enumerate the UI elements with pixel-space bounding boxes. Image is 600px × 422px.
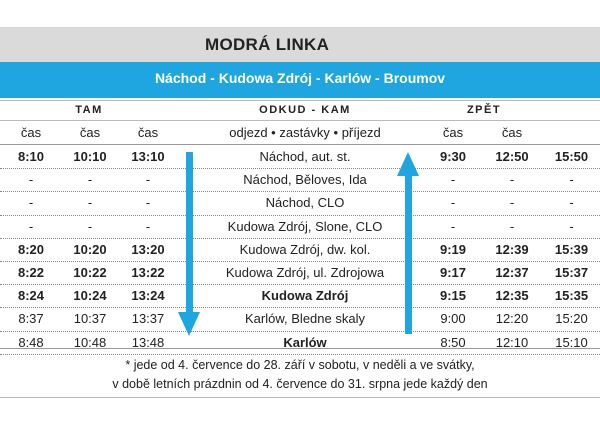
tam-time: - bbox=[145, 172, 151, 188]
zpet-time: - bbox=[569, 172, 574, 188]
table-row bbox=[0, 332, 600, 355]
tam-time: 10:24 bbox=[73, 288, 107, 304]
zpet-time: 15:50 bbox=[554, 149, 589, 164]
divider bbox=[0, 348, 600, 349]
zpet-time: 9:19 bbox=[439, 241, 467, 257]
zpet-time: - bbox=[450, 172, 456, 188]
zpet-time: 15:10 bbox=[555, 334, 588, 350]
tam-time: - bbox=[87, 172, 93, 188]
zpet-time: 12:50 bbox=[495, 149, 529, 164]
table-row bbox=[0, 192, 600, 215]
tam-time: 8:48 bbox=[18, 334, 44, 350]
header-odkud-kam: ODKUD - KAM bbox=[259, 104, 351, 116]
zpet-time: - bbox=[569, 195, 574, 211]
zpet-time: 15:37 bbox=[554, 265, 589, 280]
row-divider bbox=[0, 354, 600, 355]
arrow-up-icon bbox=[395, 152, 421, 338]
tam-time: 8:37 bbox=[18, 311, 44, 327]
zpet-time: 12:10 bbox=[495, 334, 529, 350]
subheader-row bbox=[0, 122, 600, 145]
stop-name: Kudowa Zdrój, ul. Zdrojowa bbox=[225, 265, 385, 280]
tam-time: 10:20 bbox=[73, 241, 107, 257]
table-row bbox=[0, 239, 600, 262]
tam-time: - bbox=[87, 195, 93, 211]
zpet-time: 15:39 bbox=[554, 241, 589, 257]
tam-time: - bbox=[87, 218, 93, 234]
route-label: Náchod - Kudowa Zdrój - Karlów - Broumov bbox=[154, 70, 446, 86]
tam-time: 13:22 bbox=[131, 265, 165, 280]
divider bbox=[0, 120, 600, 121]
tam-time: - bbox=[145, 218, 151, 234]
tam-time: 8:24 bbox=[17, 288, 45, 304]
tam-time: 13:48 bbox=[131, 334, 165, 350]
subheader-cas: čas bbox=[79, 125, 101, 140]
zpet-time: 8:50 bbox=[440, 334, 466, 350]
zpet-time: 12:37 bbox=[495, 265, 529, 280]
tam-time: 10:37 bbox=[73, 311, 107, 327]
tam-time: 13:24 bbox=[131, 288, 165, 304]
tam-time: - bbox=[28, 195, 34, 211]
table-row bbox=[0, 308, 600, 331]
subheader-cas: čas bbox=[137, 125, 159, 140]
table-row bbox=[0, 169, 600, 192]
zpet-time: - bbox=[569, 218, 574, 234]
subheader-cas: čas bbox=[501, 125, 523, 140]
divider bbox=[0, 100, 600, 101]
tam-time: - bbox=[28, 172, 34, 188]
table-row bbox=[0, 262, 600, 285]
subheader-cas: čas bbox=[20, 125, 42, 140]
divider bbox=[0, 144, 600, 145]
arrow-down-icon bbox=[176, 152, 202, 338]
stop-name: Náchod, Běloves, Ida bbox=[243, 172, 367, 188]
header-zpet: ZPĚT bbox=[466, 104, 502, 116]
stop-name: Karlów bbox=[283, 334, 327, 350]
header-tam: TAM bbox=[75, 104, 103, 116]
stop-name: Kudowa Zdrój, dw. kol. bbox=[239, 241, 371, 257]
tam-time: 13:20 bbox=[131, 241, 165, 257]
zpet-time: 12:39 bbox=[495, 241, 529, 257]
zpet-time: 9:17 bbox=[439, 265, 467, 280]
table-row bbox=[0, 216, 600, 239]
divider bbox=[0, 397, 600, 398]
page-title: MODRÁ LINKA bbox=[205, 35, 330, 54]
tam-time: 13:37 bbox=[131, 311, 165, 327]
stop-name: Karlów, Bledne skaly bbox=[245, 311, 365, 327]
zpet-time: - bbox=[509, 218, 515, 234]
tam-time: 8:22 bbox=[17, 265, 45, 280]
stop-name: Náchod, CLO bbox=[265, 195, 345, 211]
zpet-time: - bbox=[509, 172, 515, 188]
subheader-cas: čas bbox=[442, 125, 464, 140]
stop-name: Kudowa Zdrój bbox=[261, 288, 349, 304]
zpet-time: 9:15 bbox=[439, 288, 467, 304]
table-row bbox=[0, 285, 600, 308]
tam-time: 10:22 bbox=[73, 265, 107, 280]
tam-time: - bbox=[28, 218, 34, 234]
table-row bbox=[0, 146, 600, 169]
tam-time: 8:20 bbox=[17, 241, 45, 257]
zpet-time: - bbox=[509, 195, 515, 211]
zpet-time: - bbox=[450, 195, 456, 211]
zpet-time: 12:20 bbox=[495, 311, 529, 327]
footnote-line-1: * jede od 4. července do 28. září v sobotu, v neděli a ve svátky, bbox=[125, 358, 475, 372]
subheader-stops: odjezd • zastávky • příjezd bbox=[229, 125, 381, 140]
zpet-time: 15:35 bbox=[554, 288, 589, 304]
zpet-time: 9:30 bbox=[439, 149, 467, 164]
stop-name: Kudowa Zdrój, Slone, CLO bbox=[227, 218, 383, 234]
zpet-time: - bbox=[450, 218, 456, 234]
tam-time: 10:10 bbox=[73, 149, 107, 164]
stop-name: Náchod, aut. st. bbox=[259, 149, 351, 164]
zpet-time: 12:35 bbox=[495, 288, 529, 304]
footnote-line-2: v době letních prázdnin od 4. července do 31. srpna jede každý den bbox=[112, 377, 488, 391]
zpet-time: 9:00 bbox=[440, 311, 466, 327]
tam-time: 10:48 bbox=[73, 334, 107, 350]
zpet-time: 15:20 bbox=[555, 311, 588, 327]
tam-time: - bbox=[145, 195, 151, 211]
tam-time: 13:10 bbox=[131, 149, 165, 164]
tam-time: 8:10 bbox=[17, 149, 45, 164]
